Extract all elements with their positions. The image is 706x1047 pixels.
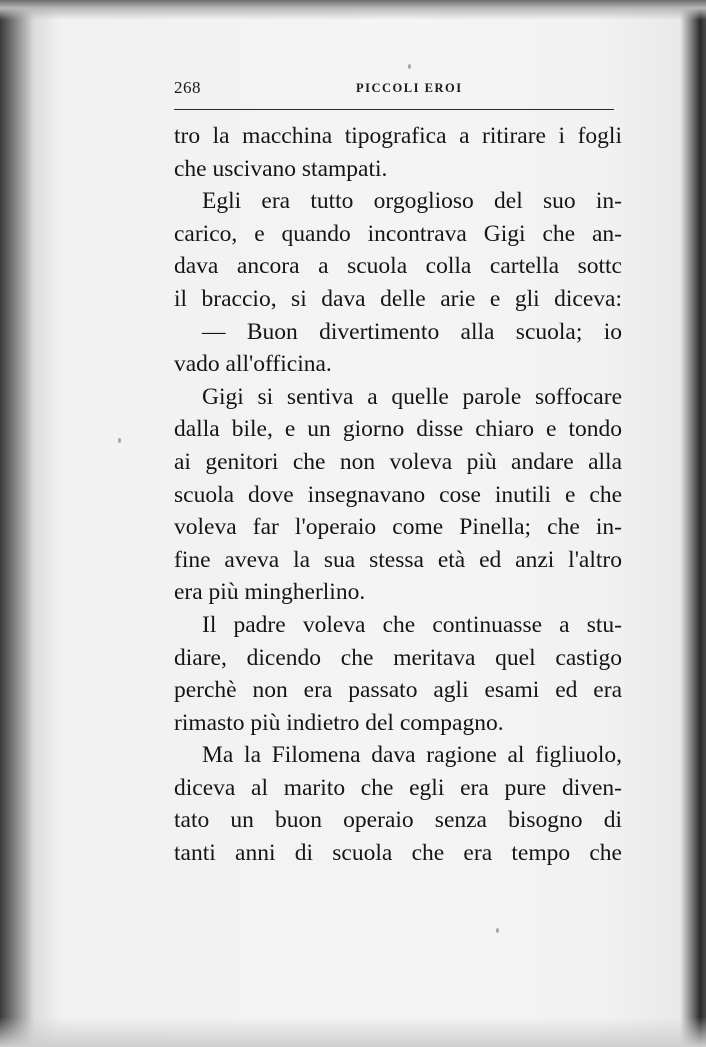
text-line: dalla bile, e un giorno disse chiaro e tondo [174,416,622,443]
paragraph-first-line: — Buon divertimento alla scuola; io [202,318,622,345]
paragraph-first-line: Ma la Filomena dava ragione al figliuolo, [202,742,622,769]
paper-speck [118,438,121,443]
text-line: carico, e quando incontrava Gigi che an- [174,220,622,247]
running-head [174,78,614,100]
page-number: 268 [174,78,201,97]
text-line: tato un buon operaio senza bisogno di [174,807,622,834]
paragraph-first-line: Il padre voleva che continuasse a stu- [202,611,622,638]
text-line: tanti anni di scuola che era tempo che [174,840,622,867]
text-line: voleva far l'operaio come Pinella; che in- [174,514,622,541]
text-line: ai genitori che non voleva più andare alla [174,448,622,475]
paragraph-first-line: Gigi si sentiva a quelle parole soffocare [202,383,622,410]
running-title: PICCOLI EROI [356,81,463,95]
text-line: rimasto più indietro del compagno. [174,709,504,736]
text-line: scuola dove insegnavano cose inutili e che [174,481,622,508]
text-line: fine aveva la sua stessa età ed anzi l'altro [174,546,622,573]
text-line: diceva al marito che egli era pure diven- [174,774,622,801]
text-line: era più mingherlino. [174,579,366,606]
text-line: tro la macchina tipografica a ritirare i fogli [174,123,622,149]
header-rule [174,109,614,110]
paper-speck [496,928,499,933]
paper-speck [408,64,411,69]
text-line: che uscivano stampati. [174,155,388,182]
text-line: vado all'officina. [174,351,332,378]
page-top-shadow [0,0,706,20]
paragraph-first-line: Egli era tutto orgoglioso del suo in- [202,188,622,215]
body-text [174,120,622,870]
page-bottom-shadow [0,1017,706,1047]
text-line: il braccio, si dava delle arie e gli diceva: [174,285,622,312]
text-line: diare, dicendo che meritava quel castigo [174,644,622,671]
text-line: perchè non era passato agli esami ed era [174,677,622,704]
text-line: dava ancora a scuola colla cartella sottc [174,253,622,280]
